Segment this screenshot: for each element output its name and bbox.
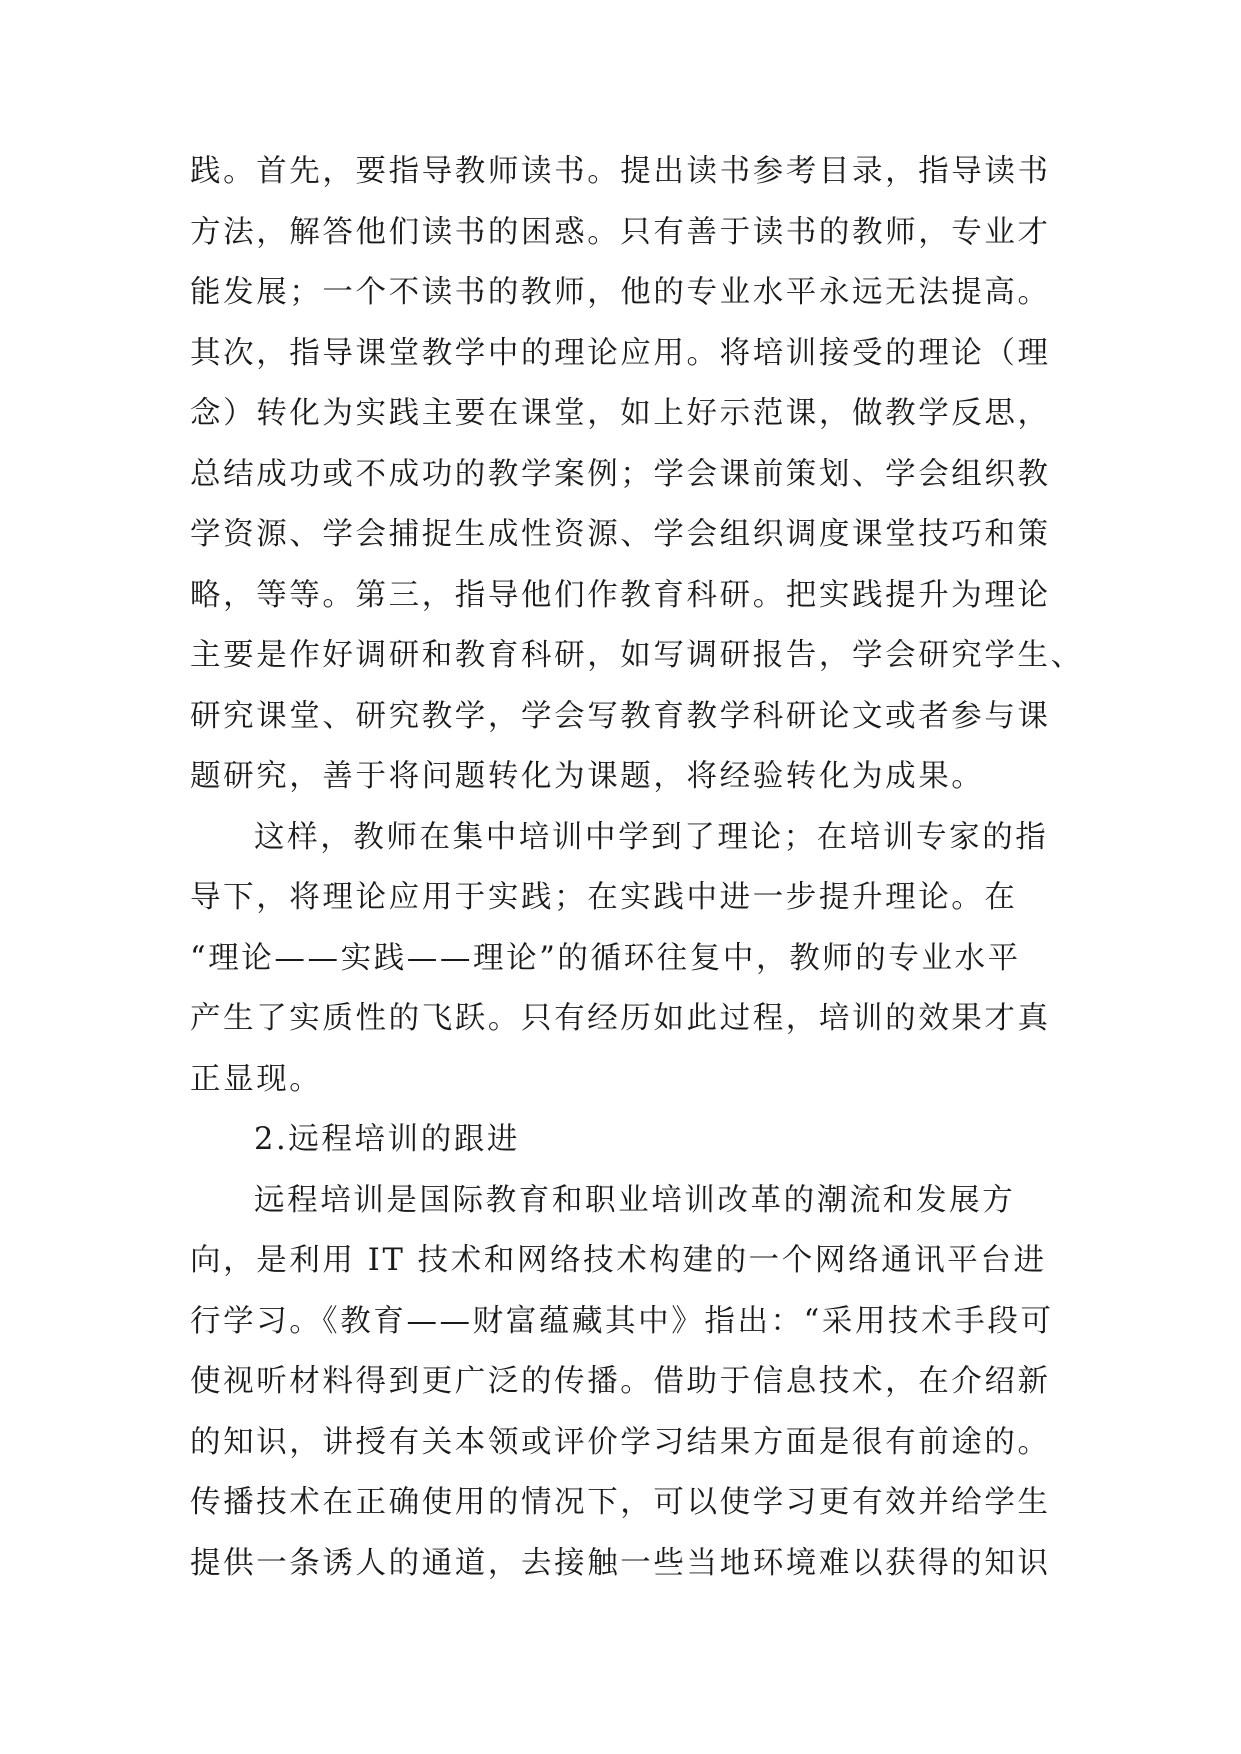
text-line: 略，等等。第三，指导他们作教育科研。把实践提升为理论 xyxy=(190,577,1051,613)
body-text xyxy=(190,142,1084,1594)
text-line: 方法，解答他们读书的困惑。只有善于读书的教师，专业才 xyxy=(190,214,1051,250)
text-line: 向，是利用 IT 技术和网络技术构建的一个网络通讯平台进 xyxy=(190,1243,1047,1278)
text-line: 正显现。 xyxy=(190,1061,323,1097)
text-line: 践。首先，要指导教师读书。提出读书参考目录，指导读书 xyxy=(190,154,1051,189)
text-line: 其次，指导课堂教学中的理论应用。将培训接受的理论（理 xyxy=(190,335,1051,371)
text-line: 产生了实质性的飞跃。只有经历如此过程，培训的效果才真 xyxy=(190,1001,1051,1036)
text-line: 题研究，善于将问题转化为课题，将经验转化为成果。 xyxy=(190,759,985,794)
paragraph-first-line: 远程培训是国际教育和职业培训改革的潮流和发展方 xyxy=(254,1182,1016,1218)
text-line: 导下，将理论应用于实践；在实践中进一步提升理论。在 xyxy=(190,880,1018,915)
text-line: 学资源、学会捕捉生成性资源、学会组织调度课堂技巧和策 xyxy=(190,517,1051,552)
text-line: 的知识，讲授有关本领或评价学习结果方面是很有前途的。 xyxy=(190,1424,1051,1460)
text-line: “理论——实践——理论”的循环往复中，教师的专业水平 xyxy=(190,940,1021,976)
text-line: 主要是作好调研和教育科研，如写调研报告，学会研究学生、 xyxy=(190,638,1084,673)
text-line: 念）转化为实践主要在课堂，如上好示范课，做教学反思， xyxy=(190,396,1051,431)
paragraph-first-line: 这样，教师在集中培训中学到了理论；在培训专家的指 xyxy=(254,819,1049,855)
text-line: 能发展；一个不读书的教师，他的专业水平永远无法提高。 xyxy=(190,275,1051,310)
text-line: 传播技术在正确使用的情况下，可以使学习更有效并给学生 xyxy=(190,1485,1051,1520)
text-line: 研究课堂、研究教学，学会写教育教学科研论文或者参与课 xyxy=(190,698,1051,734)
text-line: 使视听材料得到更广泛的传播。借助于信息技术，在介绍新 xyxy=(190,1364,1051,1399)
text-line: 总结成功或不成功的教学案例；学会课前策划、学会组织教 xyxy=(190,456,1051,492)
section-heading: 2.远程培训的跟进 xyxy=(254,1122,520,1157)
text-line: 提供一条诱人的通道，去接触一些当地环境难以获得的知识 xyxy=(190,1545,1051,1581)
text-line: 行学习。《教育——财富蕴藏其中》指出：“采用技术手段可 xyxy=(190,1303,1054,1339)
